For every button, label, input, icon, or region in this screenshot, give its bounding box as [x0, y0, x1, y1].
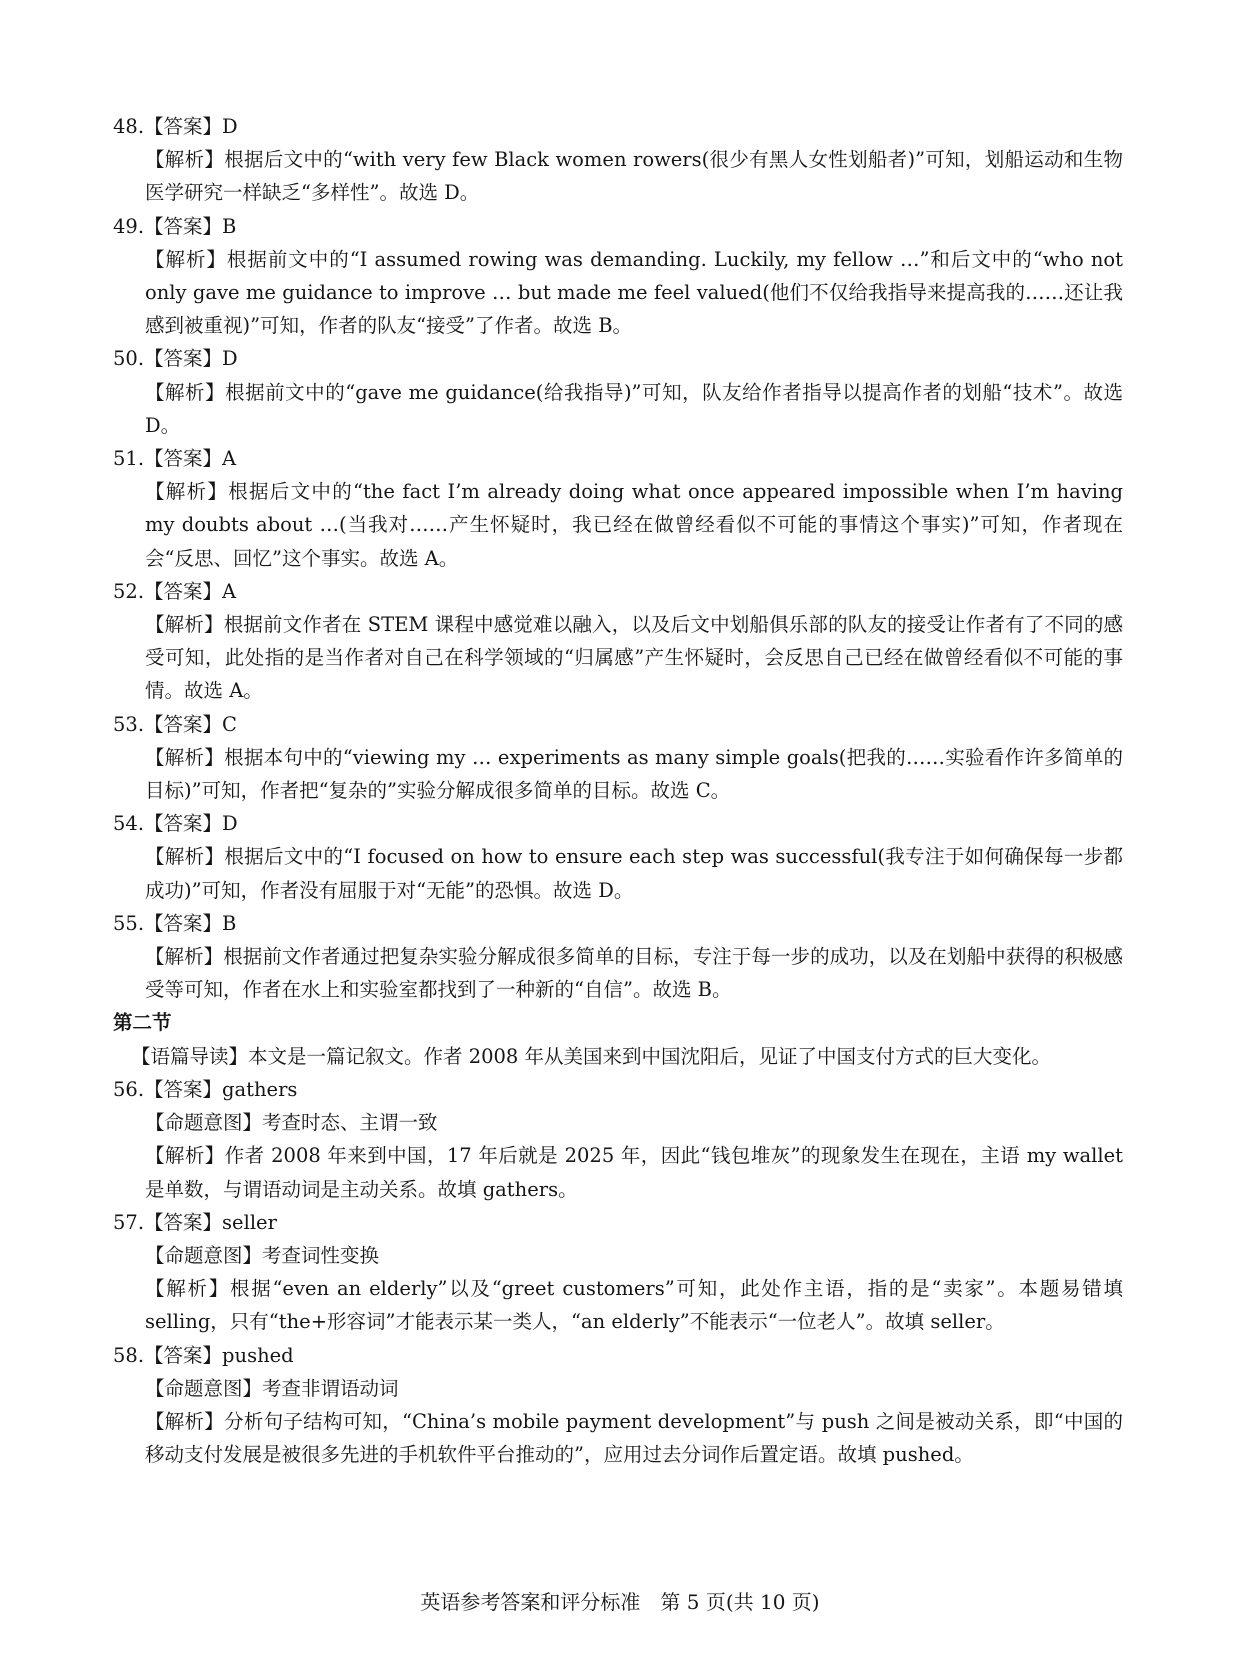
question-49 [113, 210, 1123, 343]
answer-line: 55.【答案】B [113, 911, 237, 935]
answer-value: D [222, 812, 238, 836]
question-54 [113, 807, 1123, 907]
answer-value: pushed [222, 1343, 294, 1367]
question-57 [113, 1206, 1123, 1339]
page-footer: 英语参考答案和评分标准 第 5 页(共 10 页) [420, 1590, 820, 1614]
answer-value: D [222, 347, 238, 371]
question-48 [113, 110, 1123, 210]
question-52 [113, 575, 1123, 708]
analysis-paragraph: 【解析】根据前文作者在 STEM 课程中感觉难以融入，以及后文中划船俱乐部的队友的接受让作者有了不同的感受可知，此处指的是当作者对自己在科学领域的“归属感”产生怀疑时，会反思自己已经在做曾经看似不可能的事情。故选 A。 [145, 613, 1123, 703]
answer-line: 54.【答案】D [113, 812, 238, 836]
question-55 [113, 907, 1123, 1007]
answer-line: 49.【答案】B [113, 214, 237, 238]
answer-value: A [222, 579, 237, 603]
intent-line: 【命题意图】考查词性变换 [145, 1243, 380, 1267]
answer-key-page [113, 110, 1123, 1471]
analysis-paragraph: 【解析】根据本句中的“viewing my … experiments as many simple goals(把我的……实验看作许多简单的目标)”可知，作者把“复杂的”实验分解成很多简单的目标。故选 C。 [145, 745, 1123, 803]
answer-value: C [222, 712, 237, 736]
analysis-paragraph: 【解析】根据后文中的“with very few Black women rowers(很少有黑人女性划船者)”可知，划船运动和生物医学研究一样缺乏“多样性”。故选 D。 [145, 148, 1123, 205]
answer-line: 50.【答案】D [113, 347, 238, 371]
passage-intro: 【语篇导读】本文是一篇记叙文。作者 2008 年从美国来到中国沈阳后，见证了中国支付方式的巨大变化。 [131, 1044, 1052, 1068]
analysis-paragraph: 【解析】根据前文中的“gave me guidance(给我指导)”可知，队友给作者指导以提高作者的划船“技术”。故选 D。 [145, 380, 1123, 437]
answer-value: B [222, 214, 237, 238]
question-50 [113, 342, 1123, 442]
section-title: 第二节 [113, 1011, 172, 1035]
analysis-paragraph: 【解析】根据前文作者通过把复杂实验分解成很多简单的目标，专注于每一步的成功，以及在划船中获得的积极感受等可知，作者在水上和实验室都找到了一种新的“自信”。故选 B。 [145, 945, 1123, 1002]
analysis-paragraph: 【解析】根据前文中的“I assumed rowing was demanding. Luckily, my fellow …”和后文中的“who not only gave me guidance to improve … but made me feel valued(他们不仅给我指导来提高我的……还让我感到被重视)”可知，作者的队友“接受”了作者。故选 B。 [145, 247, 1123, 338]
question-58 [113, 1339, 1123, 1472]
analysis-paragraph: 【解析】根据后文中的“I focused on how to ensure each step was successful(我专注于如何确保每一步都成功)”可知，作者没有屈服于对“无能”的恐惧。故选 D。 [145, 845, 1123, 902]
intent-line: 【命题意图】考查非谓语动词 [145, 1376, 399, 1400]
answer-value: seller [222, 1210, 277, 1234]
analysis-paragraph: 【解析】分析句子结构可知，“China’s mobile payment development”与 push 之间是被动关系，即“中国的移动支付发展是被很多先进的手机软件平台推动的”，应用过去分词作后置定语。故填 pushed。 [145, 1409, 1123, 1467]
analysis-paragraph: 【解析】根据后文中的“the fact I’m already doing what once appeared impossible when I’m having my doubts about …(当我对……产生怀疑时，我已经在做曾经看似不可能的事情这个事实)”可知，作者现在会“反思、回忆”这个事实。故选 A。 [145, 480, 1123, 570]
answer-line: 56.【答案】gathers [113, 1077, 298, 1101]
answer-value: A [222, 447, 237, 471]
answer-line: 58.【答案】pushed [113, 1343, 294, 1367]
question-56 [113, 1073, 1123, 1206]
answer-value: D [222, 115, 238, 138]
analysis-paragraph: 【解析】根据“even an elderly”以及“greet customers”可知，此处作主语，指的是“卖家”。本题易错填 selling，只有“the+形容词”才能表示某一类人，“an elderly”不能表示“一位老人”。故填 seller。 [145, 1277, 1123, 1334]
answer-line: 51.【答案】A [113, 447, 237, 471]
analysis-paragraph: 【解析】作者 2008 年来到中国，17 年后就是 2025 年，因此“钱包堆灰”的现象发生在现在，主语 my wallet 是单数，与谓语动词是主动关系。故填 gathers。 [145, 1144, 1123, 1201]
intent-line: 【命题意图】考查时态、主谓一致 [145, 1111, 438, 1135]
question-53 [113, 708, 1123, 808]
answer-line: 53.【答案】C [113, 712, 237, 736]
answer-line: 48.【答案】D [113, 115, 238, 138]
answer-line: 57.【答案】seller [113, 1210, 277, 1234]
answer-value: B [222, 911, 237, 935]
answer-line: 52.【答案】A [113, 579, 237, 603]
answer-value: gathers [222, 1077, 298, 1101]
question-51 [113, 442, 1123, 575]
